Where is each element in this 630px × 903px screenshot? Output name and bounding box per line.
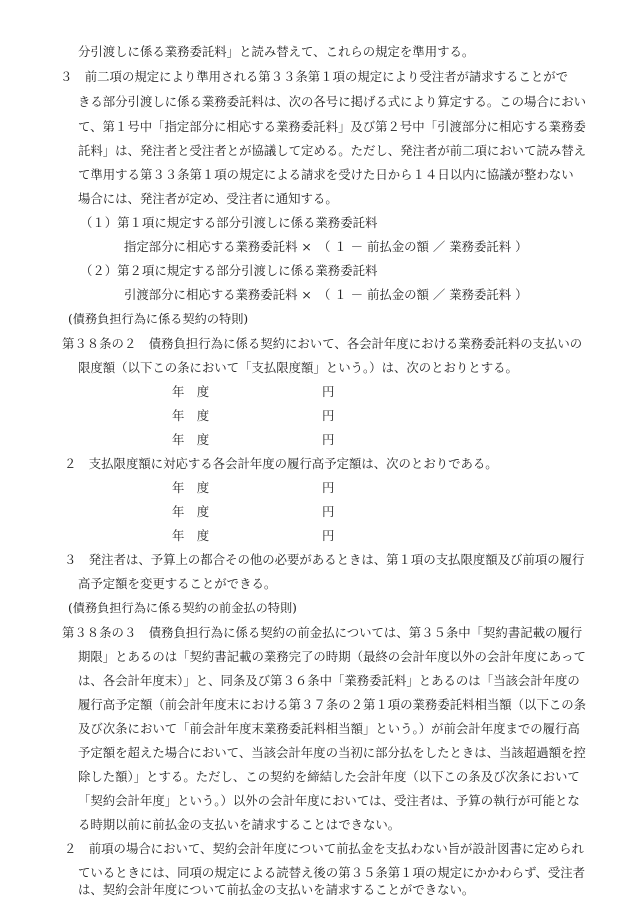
formula-1: 指定部分に相応する業務委託料 × （ １ － 前払金の額 ／ 業務委託料 ） bbox=[124, 239, 528, 254]
yen-label: 円 bbox=[322, 480, 335, 495]
text-line: 予定額を超えた場合において、当該会計年度の当初に部分払をしたときは、当該超過額を控 bbox=[78, 745, 586, 760]
text-line: 及び次条において「前会計年度末業務委託料相当額」という。）が前会計年度までの履行高 bbox=[78, 721, 580, 736]
paragraph-2: ２ 支払限度額に対応する各会計年度の履行高予定額は、次のとおりである。 bbox=[64, 456, 498, 471]
section-heading: (債務負担行為に係る契約の前金払の特則) bbox=[68, 601, 297, 615]
section-heading: (債務負担行為に係る契約の特則) bbox=[68, 312, 249, 326]
fiscal-year-label: 年 度 bbox=[172, 504, 210, 519]
yen-label: 円 bbox=[322, 408, 335, 423]
text-line: 履行高予定額（前会計年度末における第３７条の２第１項の業務委託料相当額（以下この条 bbox=[78, 697, 587, 712]
text-line: 高予定額を変更することができる。 bbox=[78, 576, 277, 591]
text-line: ているときには、同項の規定による読替え後の第３５条第１項の規定にかかわらず、受注者 bbox=[78, 865, 586, 880]
paragraph-3-start: ３ 前二項の規定により準用される第３３条第１項の規定により受注者が請求することがで bbox=[60, 69, 569, 84]
text-line: は、各会計年度末）」と、同条及び第３６条中「業務委託料」とあるのは「当該会計年度の bbox=[78, 673, 580, 688]
text-line: 分引渡しに係る業務委託料」と読み替えて、これらの規定を準用する。 bbox=[78, 44, 475, 59]
item-1-heading: （１）第１項に規定する部分引渡しに係る業務委託料 bbox=[80, 215, 378, 230]
item-2-heading: （２）第２項に規定する部分引渡しに係る業務委託料 bbox=[80, 263, 378, 278]
article-38-3: 第３８条の３ 債務負担行為に係る契約の前金払については、第３５条中「契約書記載の履行 bbox=[62, 625, 583, 640]
text-line: 「契約会計年度」という。）以外の会計年度においては、受注者は、予算の執行が可能とな bbox=[78, 793, 580, 808]
text-line: は、契約会計年度について前払金の支払いを請求することができない。 bbox=[78, 882, 475, 897]
article-38-2: 第３８条の２ 債務負担行為に係る契約において、各会計年度における業務委託料の支払いの bbox=[62, 336, 583, 351]
fiscal-year-label: 年 度 bbox=[172, 384, 210, 399]
text-line: る時期以前に前払金の支払いを請求することはできない。 bbox=[78, 817, 401, 832]
text-line: 期限」とあるのは「契約書記載の業務完了の時期（最終の会計年度以外の会計年度にあって bbox=[78, 649, 586, 664]
text-line: 場合には、発注者が定め、受注者に通知する。 bbox=[78, 191, 338, 206]
paragraph-3: ３ 発注者は、予算上の都合その他の必要があるときは、第１項の支払限度額及び前項の履行 bbox=[64, 552, 585, 567]
yen-label: 円 bbox=[322, 384, 335, 399]
fiscal-year-label: 年 度 bbox=[172, 528, 210, 543]
text-line: 限度額（以下この条において「支払限度額」という。）は、次のとおりとする。 bbox=[78, 360, 518, 375]
text-line: て、第１号中「指定部分に相応する業務委託料」及び第２号中「引渡部分に相応する業務委 bbox=[78, 119, 586, 134]
text-line: 除した額）」とする。ただし、この契約を締結した会計年度（以下この条及び次条において bbox=[78, 769, 580, 784]
fiscal-year-label: 年 度 bbox=[172, 432, 210, 447]
fiscal-year-label: 年 度 bbox=[172, 408, 210, 423]
yen-label: 円 bbox=[322, 528, 335, 543]
yen-label: 円 bbox=[322, 432, 335, 447]
yen-label: 円 bbox=[322, 504, 335, 519]
text-line: きる部分引渡しに係る業務委託料は、次の各号に掲げる式により算定する。この場合におい bbox=[78, 94, 587, 109]
text-line: 託料」は、発注者と受注者とが協議して定める。ただし、発注者が前二項において読み替え bbox=[78, 143, 587, 158]
formula-2: 引渡部分に相応する業務委託料 × （ １ － 前払金の額 ／ 業務委託料 ） bbox=[124, 287, 528, 302]
fiscal-year-label: 年 度 bbox=[172, 480, 210, 495]
text-line: て準用する第３３条第１項の規定による請求を受けた日から１４日以内に協議が整わない bbox=[78, 167, 574, 182]
paragraph-2: ２ 前項の場合において、契約会計年度について前払金を支払わない旨が設計図書に定められ bbox=[64, 841, 584, 856]
